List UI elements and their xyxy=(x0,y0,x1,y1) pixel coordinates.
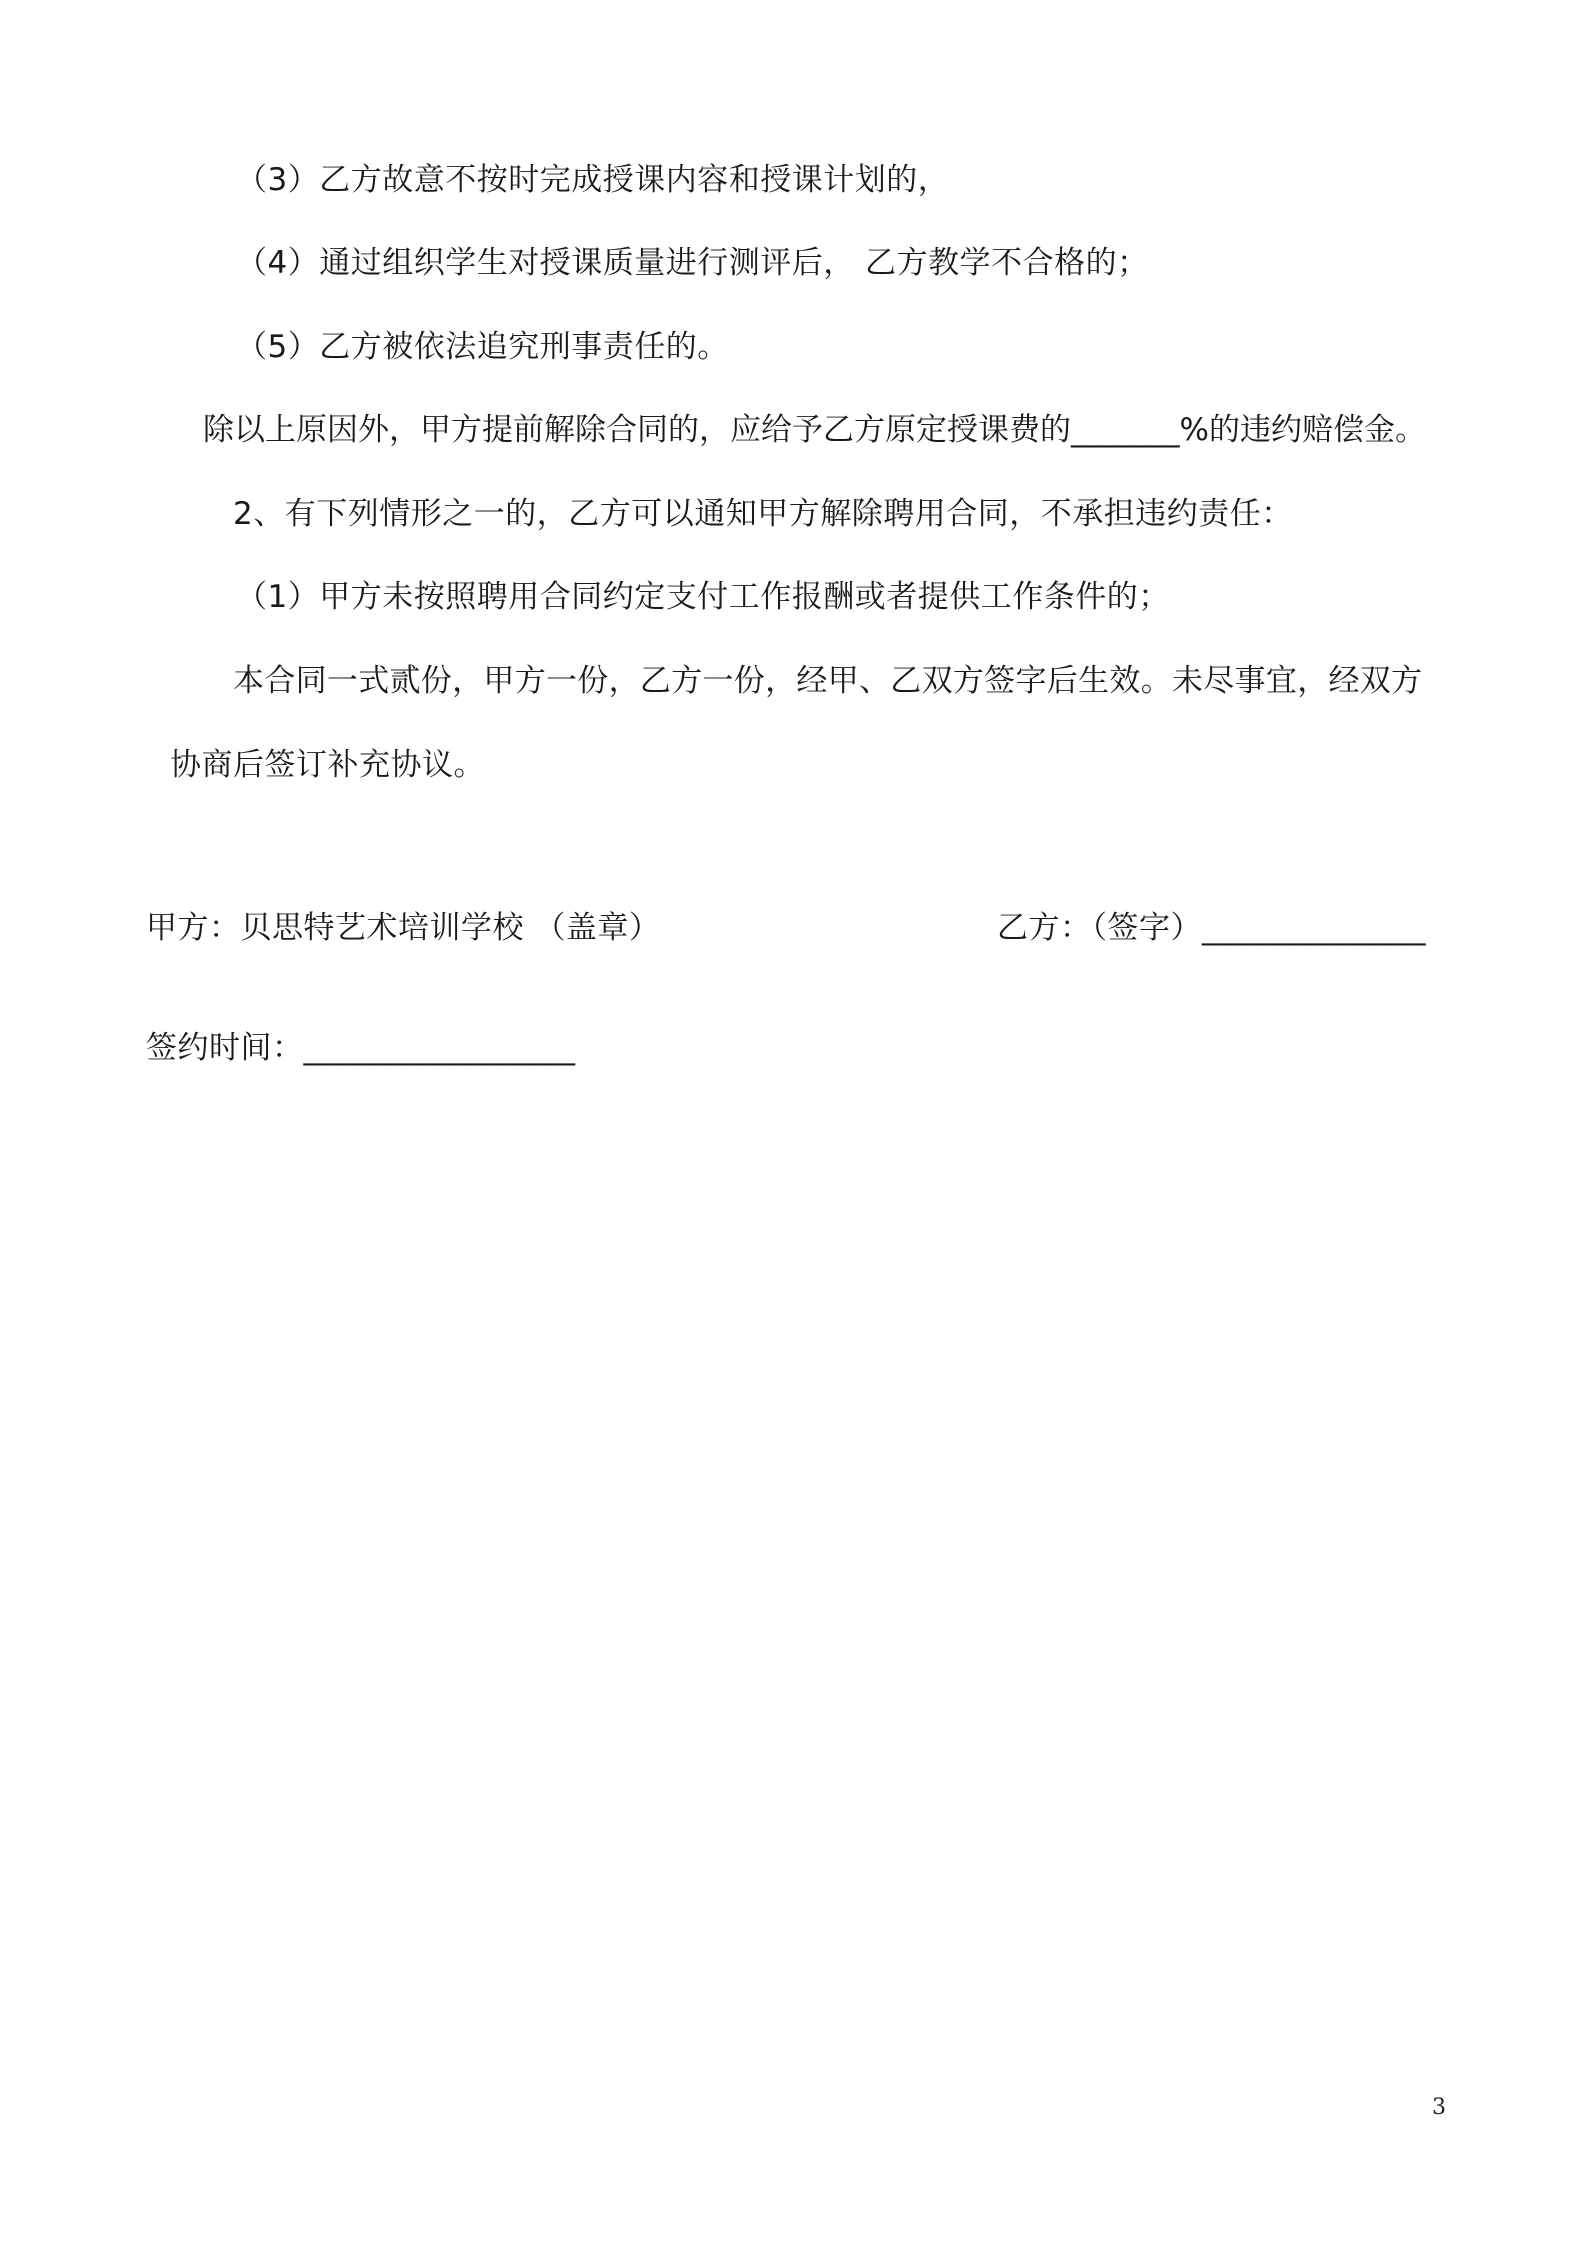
copies-clause-line-1: 本合同一式贰份，甲方一份，乙方一份，经甲、乙双方签字后生效。未尽事宜，经双方 xyxy=(233,663,1423,699)
signing-date: 签约时间：_________________ xyxy=(146,1030,576,1066)
clause-item-4: （4）通过组织学生对授课质量进行测评后， 乙方教学不合格的； xyxy=(236,245,1149,281)
party-b-signature: 乙方：（签字）______________ xyxy=(997,910,1426,946)
clause-item-3: （3）乙方故意不按时完成授课内容和授课计划的， xyxy=(236,162,950,198)
party-a-signature: 甲方：贝思特艺术培训学校 （盖章） xyxy=(146,910,661,946)
clause-2-item-1: （1）甲方未按照聘用合同约定支付工作报酬或者提供工作条件的； xyxy=(236,579,1170,615)
clause-item-5: （5）乙方被依法追究刑事责任的。 xyxy=(236,329,729,365)
copies-clause-line-2: 协商后签订补充协议。 xyxy=(170,747,485,783)
penalty-clause: 除以上原因外，甲方提前解除合同的，应给予乙方原定授课费的_______%的违约赔偿金。 xyxy=(203,412,1426,448)
page-number: 3 xyxy=(1432,2095,1446,2120)
clause-2-heading: 2、有下列情形之一的，乙方可以通知甲方解除聘用合同，不承担违约责任： xyxy=(233,496,1293,532)
